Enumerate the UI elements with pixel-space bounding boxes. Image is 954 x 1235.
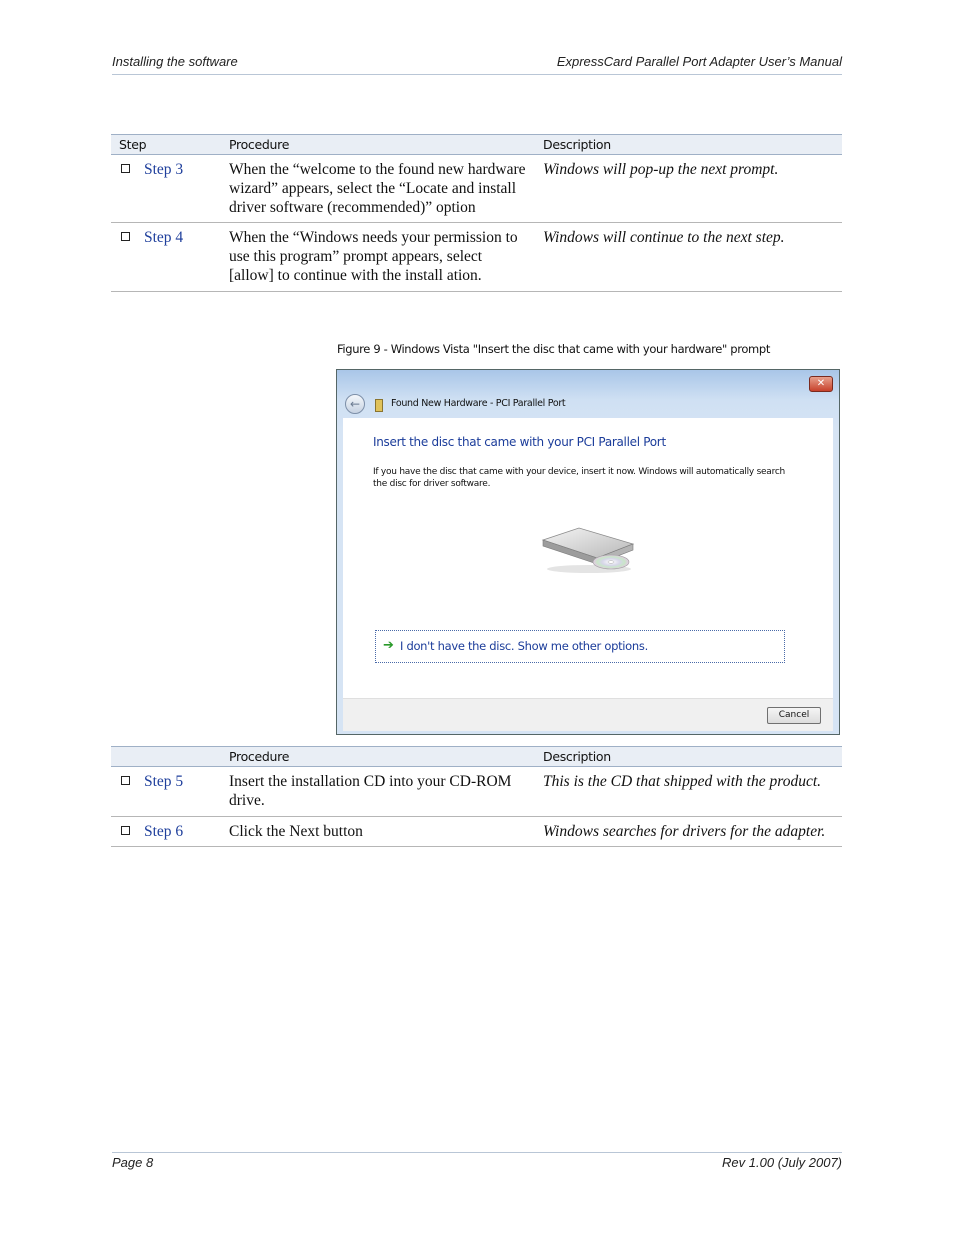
column-header-description: Description bbox=[535, 747, 842, 767]
dialog-content bbox=[343, 418, 833, 698]
step-label: Step 4 bbox=[144, 229, 184, 247]
dialog-title: Found New Hardware - PCI Parallel Port bbox=[391, 398, 566, 409]
dialog-button-bar bbox=[343, 698, 833, 731]
hardware-device-icon bbox=[375, 399, 383, 412]
step-cell bbox=[111, 223, 221, 291]
checkbox-icon[interactable] bbox=[121, 232, 130, 241]
step-cell bbox=[111, 155, 221, 223]
step-label: Step 3 bbox=[144, 161, 184, 178]
page-number: Page 8 bbox=[112, 1155, 154, 1170]
column-header-step: Step bbox=[111, 135, 221, 155]
checkbox-icon[interactable] bbox=[121, 164, 130, 173]
page-header bbox=[112, 54, 842, 75]
dialog-instruction: Insert the disc that came with your PCI Parallel Port bbox=[373, 435, 666, 449]
back-arrow-icon: ← bbox=[349, 397, 361, 411]
checkbox-icon[interactable] bbox=[121, 826, 130, 835]
table-row bbox=[111, 223, 842, 291]
found-new-hardware-dialog bbox=[336, 369, 840, 735]
table-header-row bbox=[111, 747, 842, 767]
figure-caption: Figure 9 - Windows Vista "Insert the disc that came with your hardware" prompt bbox=[337, 342, 770, 356]
step-cell bbox=[111, 816, 221, 847]
procedure-table-1 bbox=[111, 134, 842, 292]
procedure-cell: Click the Next button bbox=[221, 816, 535, 847]
description-cell: Windows will pop-up the next prompt. bbox=[535, 155, 842, 223]
procedure-cell: Insert the installation CD into your CD-ROM drive. bbox=[221, 767, 535, 817]
procedure-table-2 bbox=[111, 746, 842, 847]
table-row bbox=[111, 816, 842, 847]
column-header-description: Description bbox=[535, 135, 842, 155]
page-footer bbox=[112, 1152, 842, 1173]
description-cell: Windows searches for drivers for the adapter. bbox=[535, 816, 842, 847]
checkbox-icon[interactable] bbox=[121, 776, 130, 785]
table-row bbox=[111, 767, 842, 817]
revision-info: Rev 1.00 (July 2007) bbox=[722, 1155, 842, 1170]
back-button[interactable] bbox=[345, 394, 365, 414]
column-header-step bbox=[111, 747, 221, 767]
procedure-cell: When the “welcome to the found new hardware wizard” appears, select the “Locate and install driver software (recommended)” option bbox=[221, 155, 535, 223]
procedure-cell: When the “Windows needs your permission to use this program” prompt appears, select [allow] to continue with the install ation. bbox=[221, 223, 535, 291]
column-header-procedure: Procedure bbox=[221, 135, 535, 155]
no-disc-option-label: I don't have the disc. Show me other options. bbox=[400, 639, 648, 653]
column-header-procedure: Procedure bbox=[221, 747, 535, 767]
close-button[interactable] bbox=[809, 376, 833, 392]
no-disc-option-link[interactable] bbox=[375, 630, 785, 663]
close-icon: ✕ bbox=[816, 378, 826, 389]
table-header-row bbox=[111, 135, 842, 155]
description-cell: Windows will continue to the next step. bbox=[535, 223, 842, 291]
step-cell bbox=[111, 767, 221, 817]
cd-drive-icon bbox=[539, 524, 639, 574]
cancel-button[interactable]: Cancel bbox=[767, 707, 821, 724]
description-cell: This is the CD that shipped with the product. bbox=[535, 767, 842, 817]
header-manual-title: ExpressCard Parallel Port Adapter User’s Manual bbox=[556, 54, 842, 69]
header-section-title: Installing the software bbox=[112, 54, 238, 69]
step-label: Step 5 bbox=[144, 773, 184, 790]
dialog-body-text: If you have the disc that came with your device, insert it now. Windows will automatically search the disc for driver software. bbox=[373, 467, 785, 489]
green-arrow-icon: ➔ bbox=[383, 638, 394, 653]
step-label: Step 6 bbox=[144, 822, 184, 840]
table-row bbox=[111, 155, 842, 223]
